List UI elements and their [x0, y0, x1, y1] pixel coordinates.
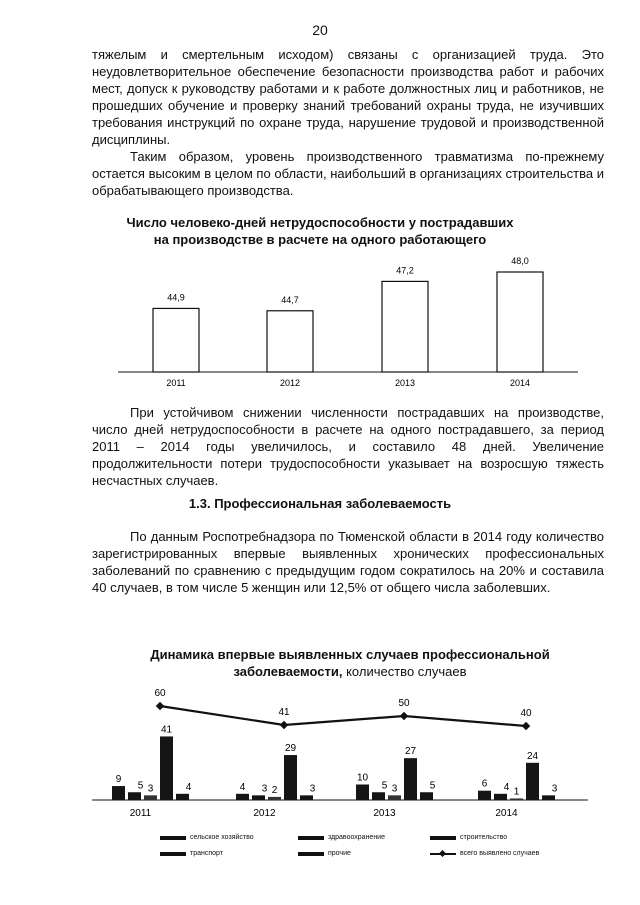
chart2-value-label: 3: [391, 783, 398, 795]
chart2-bar: [510, 798, 523, 800]
chart2-bar: [252, 795, 265, 800]
legend-swatch: [160, 852, 186, 856]
chart2-value-label: 41: [160, 724, 173, 736]
legend-item-construction: [430, 834, 507, 841]
legend-label: транспорт: [190, 850, 223, 857]
paragraph-causes: тяжелым и смертельным исходом) связаны с организацией труда. Это неудовлетворительное обеспечение безопасности производства работ и рабочих мест, допуск к руководству работами и к работе должностных лиц и работников, не прошедших обучение и проверку знаний требований охраны труда, не изучивших требования инструкций по охране труда, нарушение трудовой и производственной дисциплины.: [92, 47, 604, 147]
legend-item-agriculture: [160, 834, 254, 841]
chart2-total-marker: [522, 722, 530, 730]
section-heading: 1.3. Профессиональная заболеваемость: [188, 496, 452, 511]
chart2-value-label: 3: [551, 783, 558, 795]
chart2-category-label: 2014: [495, 808, 518, 819]
chart2-bar: [284, 755, 297, 800]
chart2-value-label: 6: [481, 778, 488, 790]
chart2-total-line: [160, 706, 526, 726]
chart1-value-label: 44,9: [167, 292, 185, 303]
chart2-total-marker: [280, 721, 288, 729]
chart2-value-label: 24: [526, 750, 539, 762]
chart2-bar: [494, 794, 507, 800]
chart1-title: Число человеко-дней нетрудоспособности у пострадавших на производстве в расчете на одного работающего: [126, 215, 514, 247]
chart2-value-label: 3: [147, 783, 154, 795]
chart2-value-label: 3: [261, 783, 268, 795]
chart2-bar: [300, 795, 313, 800]
chart1-category-label: 2012: [279, 378, 301, 388]
chart1-category-label: 2014: [509, 378, 531, 388]
chart1-bar: [267, 311, 313, 372]
chart2-value-label: 10: [356, 772, 369, 784]
chart1-category-label: 2013: [394, 378, 416, 388]
paragraph-occupational: По данным Роспотребнадзора по Тюменской области в 2014 году количество зарегистрированных впервые выявленных хронических профессиональных заболеваний по сравнению с предыдущим годом сократилось на 20% и составила 40 случаев, в том числе 5 женщин или 12,5% от общего числа заболевших.: [92, 529, 604, 595]
legend-item-total: [430, 850, 539, 857]
chart1-bar: [153, 308, 199, 372]
chart1-value-label: 48,0: [511, 256, 529, 266]
chart2-bar: [112, 786, 125, 800]
chart2-bar: [160, 736, 173, 800]
legend-item-healthcare: [298, 834, 385, 841]
chart1-value-label: 47,2: [396, 265, 414, 276]
chart2-value-label: 5: [429, 780, 436, 792]
chart2-bar: [388, 795, 401, 800]
chart2-value-label: 2: [271, 784, 278, 796]
chart2-bar: [356, 785, 369, 801]
chart2-value-label: 3: [309, 783, 316, 795]
chart2-bar: [176, 794, 189, 800]
chart2-bar: [372, 792, 385, 800]
legend-swatch: [160, 836, 186, 840]
chart2-value-label: 5: [381, 780, 388, 792]
legend-swatch: [298, 836, 324, 840]
chart2-bar: [478, 791, 491, 800]
legend-item-transport: [160, 850, 223, 857]
chart2-value-label: 29: [284, 743, 297, 755]
chart2-occupational-dynamics: [0, 682, 640, 822]
chart2-total-marker: [156, 702, 164, 710]
chart2-value-label: 27: [404, 746, 417, 758]
chart2-value-label: 9: [115, 774, 122, 786]
chart2-bar: [268, 797, 281, 800]
chart2-category-label: 2011: [129, 808, 152, 819]
chart2-bar: [420, 792, 433, 800]
chart1-value-label: 44,7: [281, 294, 299, 305]
paragraph-disability: При устойчивом снижении численности пострадавших на производстве, число дней нетрудоспособности в расчете на одного пострадавшего, за период 2011 – 2014 годы увеличилось, и составило 48 дней. Увеличение продолжительности потери трудоспособности указывает на возросшую тяжесть несчастных случаев.: [92, 405, 604, 488]
chart2-bar: [542, 795, 555, 800]
legend-label: здравоохранение: [328, 834, 385, 841]
chart2-total-marker: [400, 712, 408, 720]
chart1-disability-days: [0, 248, 640, 398]
chart2-category-label: 2013: [373, 808, 396, 819]
chart2-value-label: 1: [513, 786, 520, 798]
paragraph-conclusion: Таким образом, уровень производственного травматизма по-прежнему остается высоким в целом по области, наибольший в организациях строительства и обрабатывающего производства.: [92, 149, 604, 198]
chart2-value-label: 5: [137, 780, 144, 792]
chart2-total-label: 60: [154, 688, 166, 699]
chart2-total-label: 41: [278, 707, 290, 718]
chart2-total-label: 50: [398, 698, 410, 709]
legend-line-marker: [430, 853, 456, 855]
legend-label: всего выявлено случаев: [460, 850, 540, 857]
chart2-bar: [144, 795, 157, 800]
legend-item-other: [298, 850, 351, 857]
chart1-category-label: 2011: [166, 378, 186, 388]
chart2-total-label: 40: [520, 708, 532, 719]
chart2-bar: [128, 792, 141, 800]
chart2-value-label: 4: [185, 781, 192, 793]
legend-label: строительство: [460, 834, 508, 841]
chart1-bar: [382, 281, 428, 372]
legend-swatch: [430, 836, 456, 840]
chart2-bar: [526, 763, 539, 800]
chart1-bar: [497, 272, 543, 372]
chart2-bar: [236, 794, 249, 800]
page-number: 20: [312, 22, 328, 38]
legend-swatch: [298, 852, 324, 856]
legend-label: сельское хозяйство: [190, 834, 254, 841]
legend-label: прочие: [328, 850, 351, 857]
chart2-value-label: 4: [503, 781, 510, 793]
chart2-value-label: 4: [239, 781, 246, 793]
chart2-category-label: 2012: [253, 808, 276, 819]
chart2-bar: [404, 758, 417, 800]
chart2-title: Динамика впервые выявленных случаев профессиональной заболеваемости, количество случаев: [150, 647, 550, 679]
